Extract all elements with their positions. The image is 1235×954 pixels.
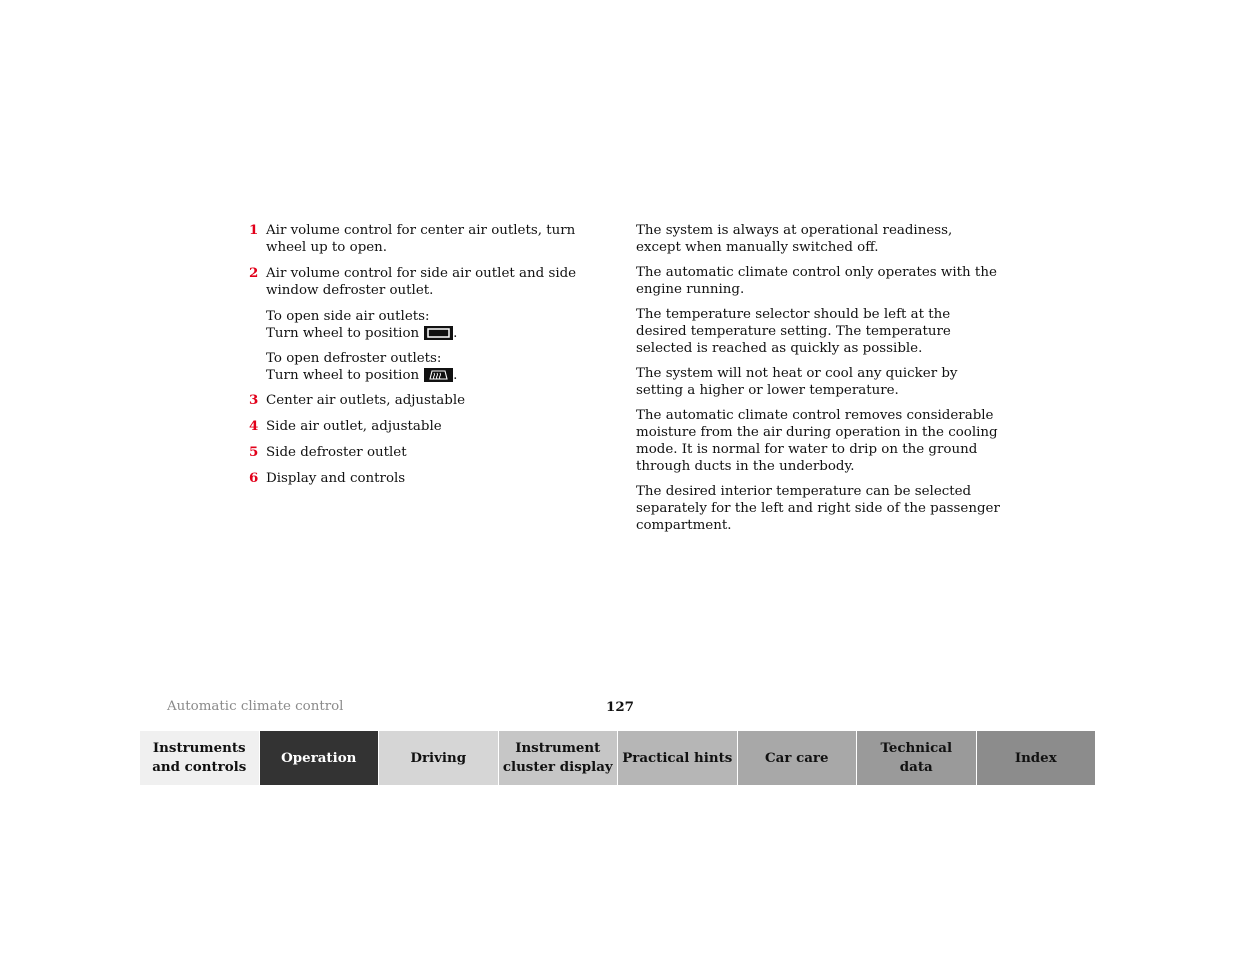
item-text: Air volume control for side air outlet and side window defroster outlet.	[266, 266, 577, 298]
list-item	[249, 418, 614, 435]
list-item	[249, 392, 614, 409]
instruction-line	[266, 367, 614, 384]
side-outlets-instruction	[249, 308, 614, 342]
tab-car-care[interactable]: Car care	[738, 731, 858, 785]
item-number: 1	[249, 222, 259, 238]
paragraph: The automatic climate control removes considerable moisture from the air during operation in the cooling mode. It is normal for water to drip on the ground through ducts in the underbody.	[636, 408, 998, 474]
page-number: 127	[606, 699, 634, 715]
tab-index[interactable]: Index	[977, 731, 1096, 785]
list-item	[249, 265, 614, 299]
item-text: Air volume control for center air outlets, turn wheel up to open.	[266, 223, 576, 255]
paragraph: The system is always at operational readiness, except when manually switched off.	[636, 223, 953, 255]
item-number: 2	[249, 265, 259, 281]
item-text: Side defroster outlet	[266, 445, 407, 460]
instruction-end: .	[453, 326, 458, 341]
tab-operation[interactable]: Operation	[260, 731, 380, 785]
side-air-outlet-icon	[424, 326, 453, 340]
item-number: 5	[249, 444, 259, 460]
tab-technical-data[interactable]: Technical data	[857, 731, 977, 785]
defroster-outlets-instruction	[249, 350, 614, 384]
left-column	[249, 222, 614, 496]
item-number: 4	[249, 418, 259, 434]
instruction-line: To open defroster outlets:	[266, 351, 442, 366]
chapter-navigation	[140, 731, 1095, 785]
paragraph: The automatic climate control only operates with the engine running.	[636, 265, 997, 297]
instruction-line: To open side air outlets:	[266, 309, 430, 324]
tab-practical-hints[interactable]: Practical hints	[618, 731, 738, 785]
item-text: Center air outlets, adjustable	[266, 393, 466, 408]
list-item	[249, 222, 614, 256]
item-text: Side air outlet, adjustable	[266, 419, 442, 434]
paragraph: The temperature selector should be left at the desired temperature setting. The temperature selected is reached as quickly as possible.	[636, 307, 951, 356]
tab-instruments-and-controls[interactable]: Instruments and controls	[140, 731, 260, 785]
instruction-end: .	[453, 368, 458, 383]
tab-driving[interactable]: Driving	[379, 731, 499, 785]
paragraph: The system will not heat or cool any quicker by setting a higher or lower temperature.	[636, 366, 958, 398]
paragraph: The desired interior temperature can be selected separately for the left and right side of the passenger compartment.	[636, 484, 1000, 533]
list-item	[249, 470, 614, 487]
instruction-text: Turn wheel to position	[266, 326, 420, 341]
instruction-text: Turn wheel to position	[266, 368, 420, 383]
list-item	[249, 444, 614, 461]
item-number: 3	[249, 392, 259, 408]
section-title: Automatic climate control	[167, 699, 344, 714]
right-column	[636, 222, 1001, 542]
item-text: Display and controls	[266, 471, 406, 486]
item-number: 6	[249, 470, 259, 486]
defroster-icon	[424, 368, 453, 382]
tab-instrument-cluster-display[interactable]: Instrument cluster display	[499, 731, 619, 785]
instruction-line	[266, 325, 614, 342]
